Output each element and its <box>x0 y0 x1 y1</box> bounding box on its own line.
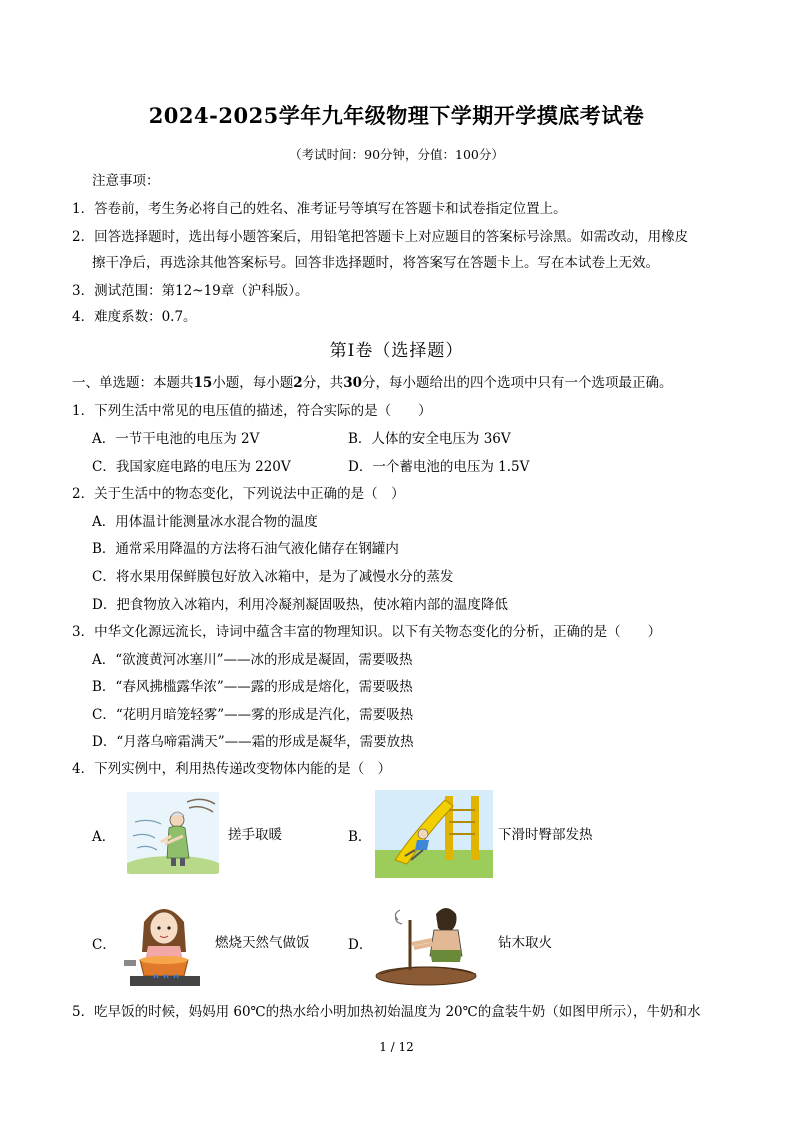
note-item-1: 1．答卷前，考生务必将自己的姓名、准考证号等填写在答题卡和试卷指定位置上。 <box>72 201 567 217</box>
old-person-in-wind-icon[interactable] <box>127 792 219 874</box>
girl-cooking-icon[interactable] <box>120 900 208 990</box>
q3-stem: 3．中华文化源远流长，诗词中蕴含丰富的物理知识。以下有关物态变化的分析，正确的是（ ） <box>72 624 662 640</box>
exam-title: 2024-2025学年九年级物理下学期开学摸底考试卷 <box>148 103 645 128</box>
q3-option-d[interactable]: D．“月落乌啼霜满天”——霜的形成是凝华，需要放热 <box>92 734 414 750</box>
q2-stem: 2．关于生活中的物态变化，下列说法中正确的是（ ） <box>72 486 405 502</box>
q2-option-b[interactable]: B．通常采用降温的方法将石油气液化储存在钢罐内 <box>92 541 399 557</box>
q4-option-b-text[interactable]: 下滑时臀部发热 <box>498 827 593 843</box>
caveman-drilling-wood-icon[interactable] <box>372 900 488 990</box>
q4-option-c-letter[interactable]: C． <box>92 937 116 953</box>
q1-stem: 1．下列生活中常见的电压值的描述，符合实际的是（ ） <box>72 403 432 419</box>
note-item-3: 3．测试范围：第12~19章（沪科版）。 <box>72 283 309 299</box>
q4-stem: 4．下列实例中，利用热传递改变物体内能的是（ ） <box>72 761 392 777</box>
q4-option-c-text[interactable]: 燃烧天然气做饭 <box>215 935 310 951</box>
part1-instruction: 一、单选题：本题共15小题，每小题2分，共30分，每小题给出的四个选项中只有一个选项最正确。 <box>72 375 673 391</box>
q2-option-d[interactable]: D．把食物放入冰箱内，利用冷凝剂凝固吸热，使冰箱内部的温度降低 <box>92 597 508 613</box>
q3-option-a[interactable]: A．“欲渡黄河冰塞川”——冰的形成是凝固，需要吸热 <box>92 652 413 668</box>
q2-option-c[interactable]: C．将水果用保鲜膜包好放入冰箱中，是为了减慢水分的蒸发 <box>92 569 454 585</box>
section-title: 第Ⅰ卷（选择题） <box>329 341 464 361</box>
q4-option-d-text[interactable]: 钻木取火 <box>498 935 552 951</box>
q1-option-d[interactable]: D．一个蓄电池的电压为 1.5V <box>348 459 530 475</box>
exam-subtitle: （考试时间：90分钟，分值：100分） <box>289 147 504 162</box>
child-on-slide-icon[interactable] <box>375 790 493 878</box>
note-item-2: 2．回答选择题时，选出每小题答案后，用铅笔把答题卡上对应题目的答案标号涂黑。如需改动，用橡皮 <box>72 229 689 245</box>
q2-option-a[interactable]: A．用体温计能测量冰水混合物的温度 <box>92 514 318 530</box>
page-number: 1 / 12 <box>379 1040 414 1054</box>
q4-option-d-letter[interactable]: D． <box>348 937 373 953</box>
q4-option-b-letter[interactable]: B． <box>348 829 372 845</box>
note-item-4: 4．难度系数：0.7。 <box>72 309 197 325</box>
q3-option-b[interactable]: B．“春风拂槛露华浓”——露的形成是熔化，需要吸热 <box>92 679 413 695</box>
note-item-2-cont: 擦干净后，再选涂其他答案标号。回答非选择题时，将答案写在答题卡上。写在本试卷上无效。 <box>92 255 659 271</box>
q1-option-b[interactable]: B．人体的安全电压为 36V <box>348 431 511 447</box>
q1-option-a[interactable]: A．一节干电池的电压为 2V <box>92 431 260 447</box>
q5-stem: 5．吃早饭的时候，妈妈用 60℃的热水给小明加热初始温度为 20℃的盒装牛奶（如图甲所示），牛奶和水 <box>72 1004 701 1020</box>
q3-option-c[interactable]: C．“花明月暗笼轻雾”——雾的形成是汽化，需要吸热 <box>92 707 414 723</box>
q4-option-a-text[interactable]: 搓手取暖 <box>228 827 282 843</box>
notes-heading: 注意事项： <box>92 173 160 189</box>
q1-option-c[interactable]: C．我国家庭电路的电压为 220V <box>92 459 291 475</box>
q4-option-a-letter[interactable]: A． <box>92 829 116 845</box>
